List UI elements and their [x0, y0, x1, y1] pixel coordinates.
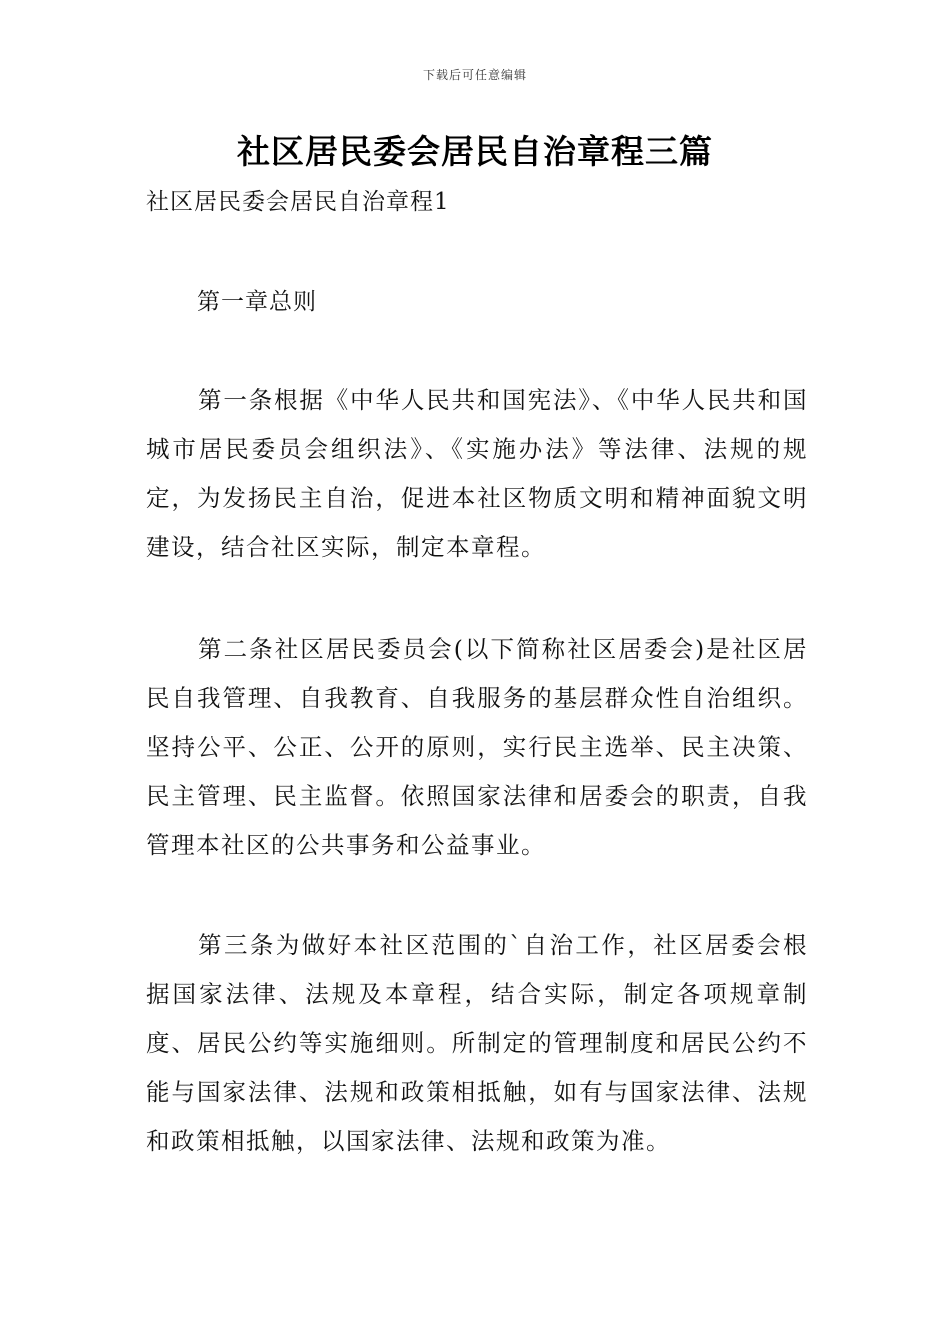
document-title: 社区居民委会居民自治章程三篇	[237, 132, 713, 171]
chapter-heading: 第一章总则	[197, 289, 317, 315]
article-2-paragraph: 第二条社区居民委员会(以下简称社区居委会)是社区居民自我管理、自我教育、自我服务的基层群众性自治组织。坚持公平、公正、公开的原则，实行民主选举、民主决策、民主管理、民主监督。依照国家法律和居委会的职责，自我管理本社区的公共事务和公益事业。	[146, 635, 808, 859]
header-note: 下载后可任意编辑	[422, 68, 527, 82]
article-1-paragraph: 第一条根据《中华人民共和国宪法》、《中华人民共和国城市居民委员会组织法》、《实施办法》等法律、法规的规定，为发扬民主自治，促进本社区物质文明和精神面貌文明建设，结合社区实际，制定本章程。	[146, 386, 808, 561]
section-title: 社区居民委会居民自治章程1	[146, 189, 450, 215]
article-3-paragraph: 第三条为做好本社区范围的`自治工作，社区居委会根据国家法律、法规及本章程，结合实际，制定各项规章制度、居民公约等实施细则。所制定的管理制度和居民公约不能与国家法律、法规和政策相抵触，如有与国家法律、法规和政策相抵触，以国家法律、法规和政策为准。	[146, 931, 808, 1155]
